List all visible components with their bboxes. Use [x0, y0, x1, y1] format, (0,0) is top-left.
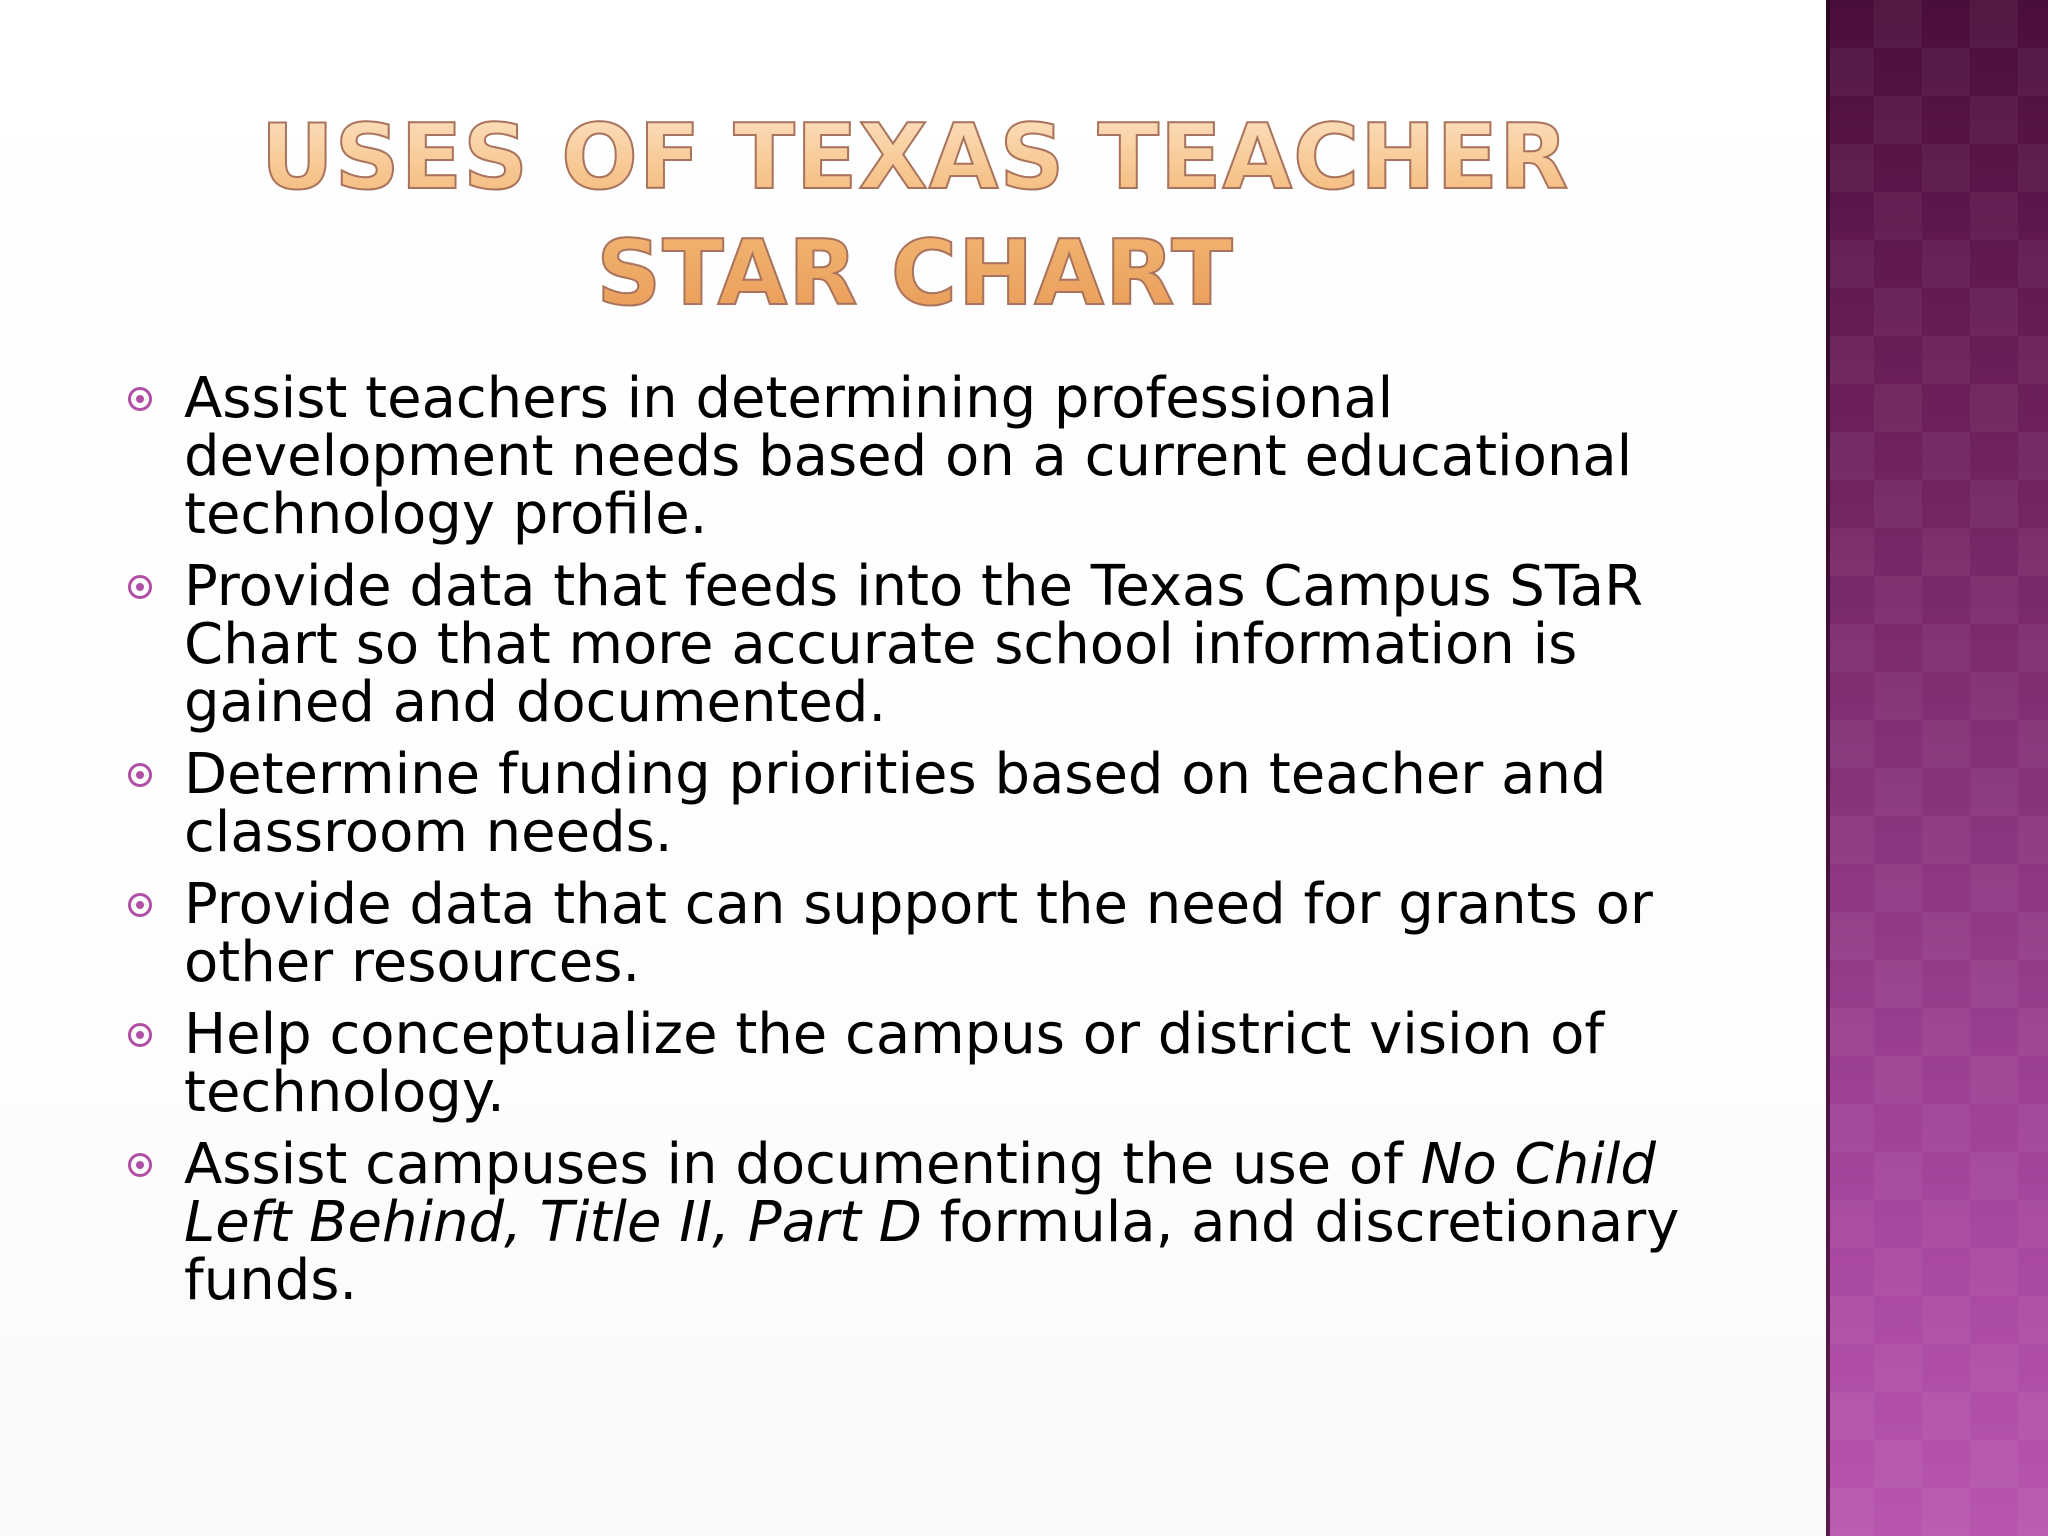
bullet-item: [122, 1002, 1682, 1125]
circle-dot-bullet-icon: [128, 1023, 152, 1047]
circle-dot-bullet-icon: [128, 1153, 152, 1177]
bullet-item: [122, 554, 1682, 735]
bullet-text: Provide data that can support the need for grants or other resources.: [184, 872, 1653, 995]
bullet-text: Determine funding priorities based on teacher and classroom needs.: [184, 742, 1607, 865]
circle-dot-bullet-icon: [128, 575, 152, 599]
bullet-text: Provide data that feeds into the Texas Campus STaR Chart so that more accurate school information is gained and documented.: [184, 554, 1644, 735]
bullet-item: [122, 872, 1682, 995]
bullet-item: [122, 1132, 1682, 1313]
slide-title: USES OF TEXAS TEACHER STAR CHART: [160, 100, 1670, 332]
bullet-text: Help conceptualize the campus or district vision of technology.: [184, 1002, 1605, 1125]
bullet-list: [122, 366, 1682, 1324]
diamond-pattern: [1826, 0, 2048, 1536]
decorative-side-band: [1826, 0, 2048, 1536]
side-band-edge: [1826, 0, 1830, 1536]
bullet-item: [122, 742, 1682, 865]
bullet-text-italic: No Child Left Behind, Title II, Part D: [184, 1132, 1656, 1255]
bullet-text-before: Assist campuses in documenting the use of: [184, 1132, 1421, 1197]
bullet-item: [122, 366, 1682, 547]
bullet-text-after: formula, and discretionary funds.: [184, 1190, 1680, 1313]
bullet-text: Assist teachers in determining professional development needs based on a current educational technology profile.: [184, 366, 1633, 547]
circle-dot-bullet-icon: [128, 893, 152, 917]
circle-dot-bullet-icon: [128, 387, 152, 411]
circle-dot-bullet-icon: [128, 763, 152, 787]
